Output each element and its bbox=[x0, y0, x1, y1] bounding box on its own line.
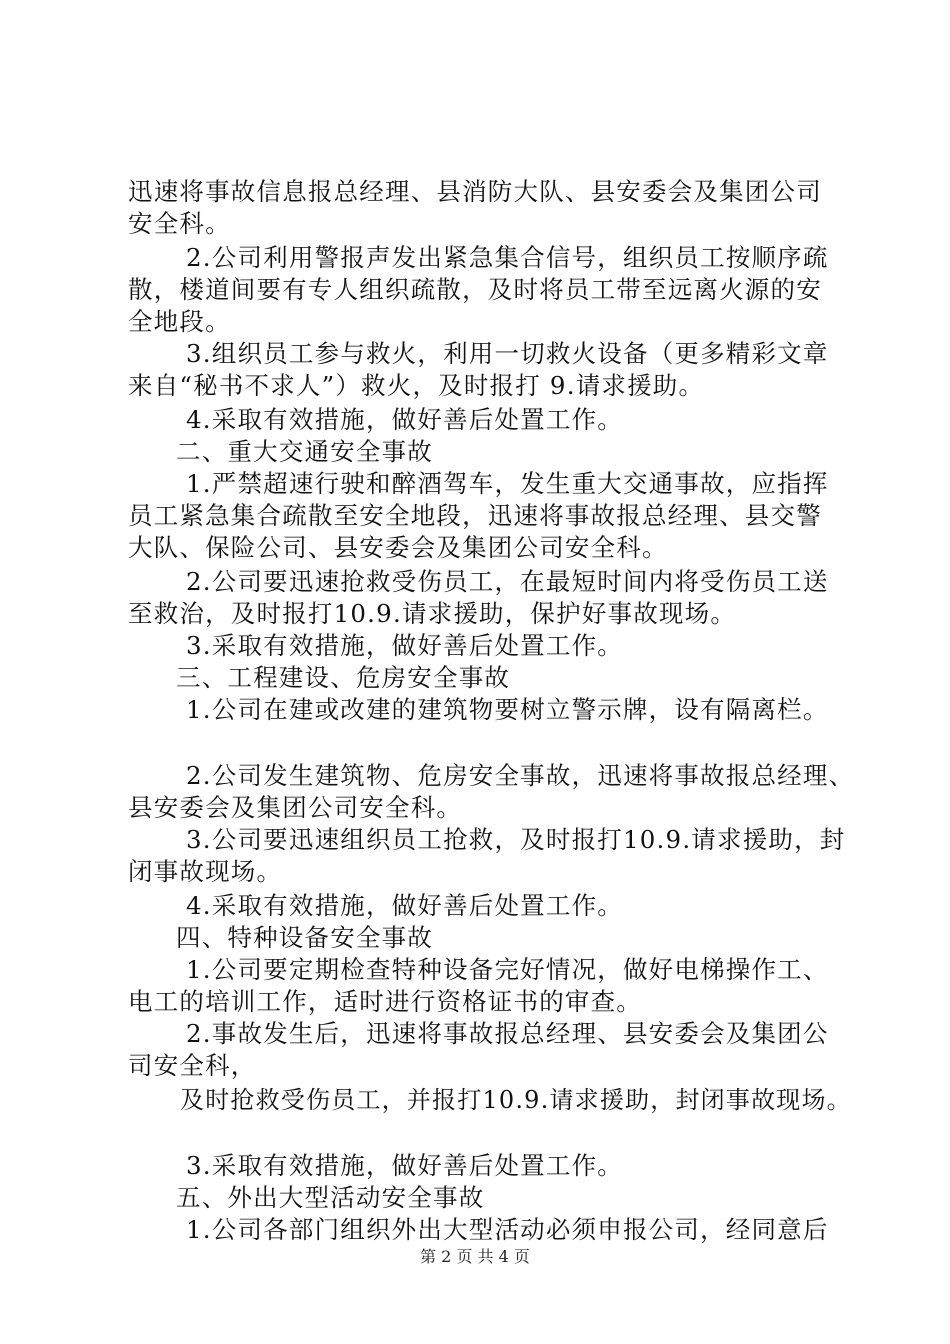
text-line: 4.采取有效措施，做好善后处置工作。 bbox=[186, 891, 623, 920]
text-line: 及时抢救受伤员工，并报打10.9.请求援助，封闭事故现场。 bbox=[180, 1086, 852, 1114]
text-line: 1.公司各部门组织外出大型活动必须申报公司，经同意后 bbox=[186, 1215, 829, 1244]
text-line: 至救治，及时报打10.9.请求援助，保护好事故现场。 bbox=[128, 599, 737, 628]
text-line: 2.公司要迅速抢救受伤员工，在最短时间内将受伤员工送 bbox=[186, 567, 829, 596]
text-line: 1.公司在建或改建的建筑物要树立警示牌，设有隔离栏。 bbox=[186, 695, 829, 724]
text-line: 3.采取有效措施，做好善后处置工作。 bbox=[186, 1151, 623, 1180]
text-line: 3.采取有效措施，做好善后处置工作。 bbox=[186, 631, 623, 660]
text-line: 1.严禁超速行驶和醉酒驾车，发生重大交通事故，应指挥 bbox=[186, 469, 829, 498]
text-line: 全地段。 bbox=[128, 307, 231, 336]
section-heading: 二、重大交通安全事故 bbox=[176, 437, 433, 466]
text-line: 来自“秘书不求人”）救火，及时报打 9.请求援助。 bbox=[128, 371, 705, 400]
text-line: 2.事故发生后，迅速将事故报总经理、县安委会及集团公 bbox=[186, 1019, 829, 1048]
section-heading: 五、外出大型活动安全事故 bbox=[176, 1183, 485, 1212]
section-heading: 四、特种设备安全事故 bbox=[176, 923, 433, 952]
page-footer: 第 2 页 共 4 页 bbox=[420, 1247, 530, 1266]
text-line: 县安委会及集团公司安全科。 bbox=[128, 793, 463, 822]
text-line: 安全科。 bbox=[128, 209, 231, 238]
text-line: 2.公司发生建筑物、危房安全事故，迅速将事故报总经理、 bbox=[186, 761, 855, 790]
text-line: 3.组织员工参与救火，利用一切救火设备（更多精彩文章 bbox=[186, 339, 829, 368]
text-line: 1.公司要定期检查特种设备完好情况，做好电梯操作工、 bbox=[186, 955, 829, 984]
text-line: 迅速将事故信息报总经理、县消防大队、县安委会及集团公司 bbox=[128, 177, 822, 206]
text-line: 闭事故现场。 bbox=[128, 857, 283, 886]
section-heading: 三、工程建设、危房安全事故 bbox=[176, 663, 511, 692]
text-line: 电工的培训工作，适时进行资格证书的审查。 bbox=[128, 987, 642, 1016]
text-line: 3.公司要迅速组织员工抢救，及时报打10.9.请求援助，封 bbox=[186, 825, 846, 854]
text-line: 员工紧急集合疏散至安全地段，迅速将事故报总经理、县交警 bbox=[128, 501, 822, 530]
text-line: 4.采取有效措施，做好善后处置工作。 bbox=[186, 405, 623, 434]
text-line: 2.公司利用警报声发出紧急集合信号，组织员工按顺序疏 bbox=[186, 243, 829, 272]
text-line: 大队、保险公司、县安委会及集团公司安全科。 bbox=[128, 533, 668, 562]
text-line: 散，楼道间要有专人组织疏散，及时将员工带至远离火源的安 bbox=[128, 275, 822, 304]
text-line: 司安全科， bbox=[128, 1051, 257, 1080]
